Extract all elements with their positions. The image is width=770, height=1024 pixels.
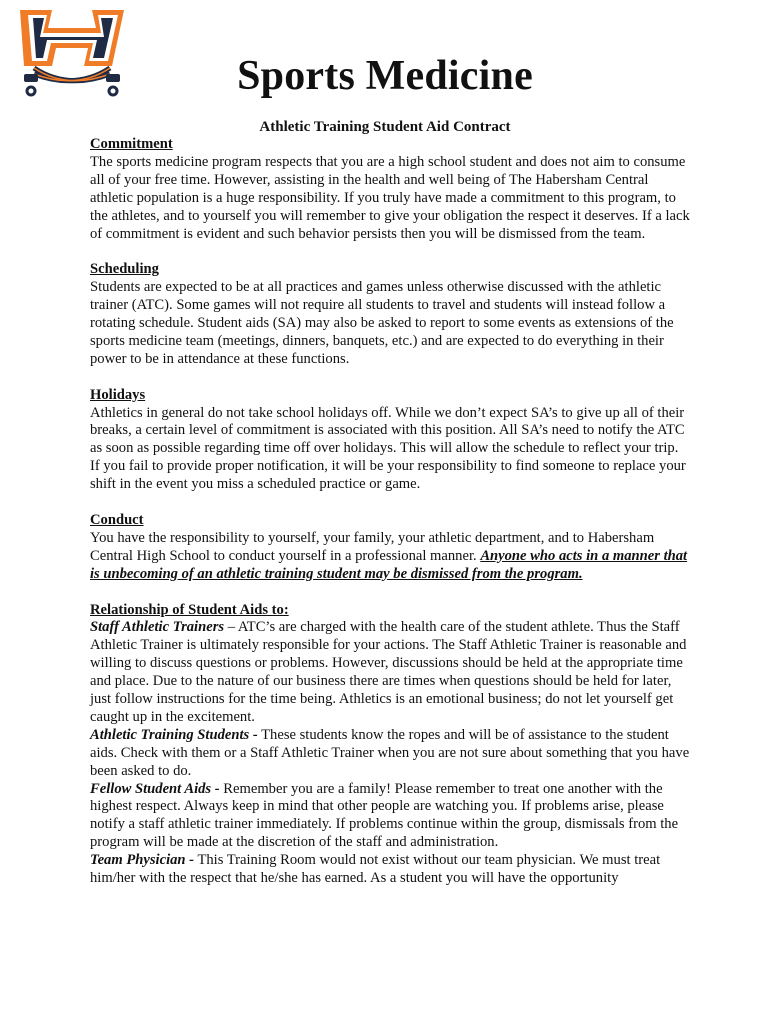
page-title: Sports Medicine [237,53,533,99]
relationship-term: Athletic Training Students - [90,726,258,743]
relationship-text: Remember you are a family! Please remember to treat one another with the highest respect. Always keep in mind that other people are watching you. If problems arise, please notify a staff athletic trainer immediately. If problems continue within the group, dismissals from the program will be made at the discretion of the staff and administration. [90,780,679,851]
conduct-warning: Anyone who acts in a manner that is unbecoming of an athletic training student may be dismissed from the program. [90,547,688,582]
contract-body [90,136,690,906]
section-heading: Holidays [90,386,146,403]
section-text: The sports medicine program respects that you are a high school student and does not aim to consume all of your free time. However, assisting in the health and well being of The Habersham Central athletic population is a huge responsibility. If you truly have made a commitment to this program, to the athletes, and to yourself you will remember to give your obligation the respect it deserves. If a lack of commitment is evident and such behavior persists then you will be dismissed from the team. [90,153,690,242]
section-conduct [90,512,690,584]
relationship-item [90,852,690,888]
section-relationship [90,602,690,889]
section-text: Students are expected to be at all practices and games unless otherwise discussed with the athletic trainer (ATC). Some games will not require all students to travel and students will instead follow a rotating schedule. Student aids (SA) may also be asked to report to some events as extensions of the sports medicine team (meetings, dinners, banquets, etc.) and are expected to do everything in their power to be in attendance at these functions. [90,279,674,367]
relationship-term: Team Physician - [90,852,195,869]
relationship-text: This Training Room would not exist without our team physician. We must treat him/her with the respect that he/she has earned. As a student you will have the opportunity [90,852,661,887]
section-heading: Conduct [90,511,144,528]
relationship-text: These students know the ropes and will be of assistance to the student aids. Check with them or a Staff Athletic Trainer when you are not sure about something that you have been asked to do. [90,726,690,779]
section-text: Athletics in general do not take school holidays off. While we don’t expect SA’s to give up all of their breaks, a certain level of commitment is associated with this position. All SA’s need to notify the ATC as soon as possible regarding time off over holidays. This will allow the schedule to reflect your trip. If you fail to provide proper notification, it will be your responsibility to find someone to replace your shift in the event you miss a scheduled practice or game. [90,404,686,493]
document-subtitle: Athletic Training Student Aid Contract [259,119,511,135]
relationship-item [90,619,690,726]
section-heading: Scheduling [90,261,159,278]
section-heading: Commitment [90,136,173,152]
conduct-text: You have the responsibility to yourself, your family, your athletic department, and to Habersham Central High School to conduct yourself in a professional manner. [90,529,655,564]
relationship-separator: – [224,619,238,636]
relationship-term: Fellow Student Aids - [90,780,220,797]
section-text [90,530,690,584]
relationship-item [90,727,690,781]
relationship-item [90,781,690,853]
section-scheduling [90,261,690,368]
section-holidays [90,387,690,494]
section-heading: Relationship of Student Aids to: [90,601,289,618]
relationship-text: ATC’s are charged with the health care of the student athlete. Thus the Staff Athletic Trainer is ultimately responsible for your actions. The Staff Athletic Trainer is reasonable and willing to discuss questions or problems. However, discussions should be held at the appropriate time and place. Due to the nature of our business there are times when questions should be held for later, just follow instructions for the time being. Athletics is an emotional business; do not let yourself get caught up in the excitement. [90,619,687,725]
section-commitment [90,136,690,243]
relationship-term: Staff Athletic Trainers [90,619,225,636]
